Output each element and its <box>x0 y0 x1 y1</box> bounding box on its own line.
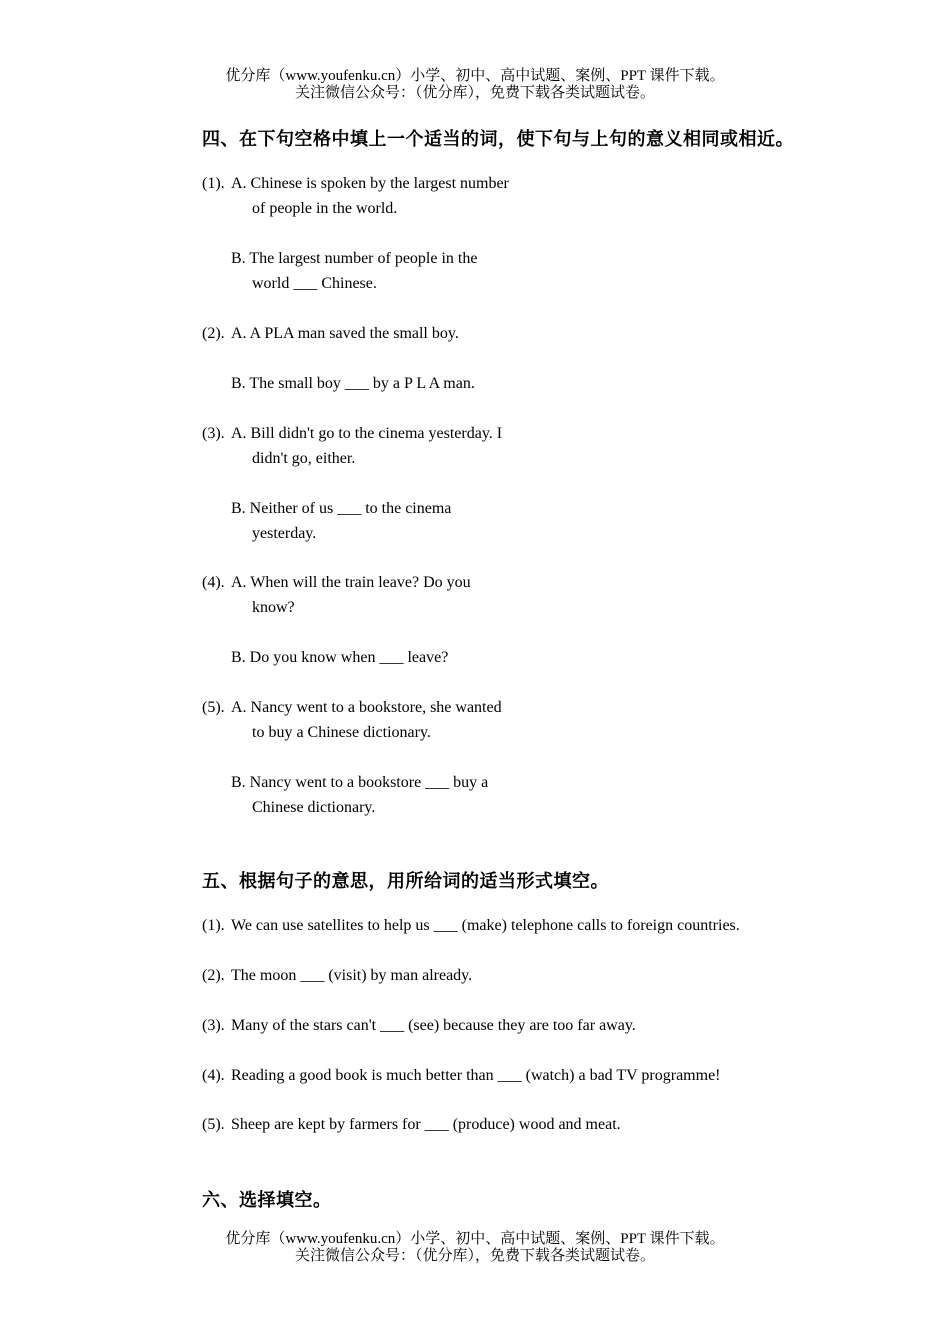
sentence-b-line-2: yesterday. <box>252 525 317 542</box>
question-text: Reading a good book is much better than ___ (watch) a bad TV programme! <box>231 1067 721 1084</box>
sentence-b-line-1: B. The largest number of people in the <box>231 250 478 267</box>
question-text: Sheep are kept by farmers for ___ (produce) wood and meat. <box>231 1116 621 1133</box>
sentence-a-line-1: A. Nancy went to a bookstore, she wanted <box>231 699 502 716</box>
page-footer <box>0 1231 950 1265</box>
page-header <box>0 68 950 102</box>
section-5-title: 五、根据句子的意思，用所给词的适当形式填空。 <box>202 871 609 892</box>
header-line-1: 优分库（www.youfenku.cn）小学、初中、高中试题、案例、PPT 课件下载。 <box>225 68 725 84</box>
question-number: (5). <box>202 699 225 716</box>
sentence-b-line-2: Chinese dictionary. <box>252 799 376 816</box>
section-4-title: 四、在下句空格中填上一个适当的词，使下句与上句的意义相同或相近。 <box>202 129 794 150</box>
sentence-b-line-2: world ___ Chinese. <box>252 275 377 292</box>
sentence-a-line-2: of people in the world. <box>252 200 398 217</box>
sentence-a-line-2: to buy a Chinese dictionary. <box>252 724 431 741</box>
question-number: (3). <box>202 1017 225 1034</box>
question-number: (2). <box>202 325 225 342</box>
sentence-b-line-1: B. Do you know when ___ leave? <box>231 649 449 666</box>
sentence-a-line-2: didn't go, either. <box>252 450 356 467</box>
question-text: The moon ___ (visit) by man already. <box>231 967 473 984</box>
sentence-a-line-2: know? <box>252 599 295 616</box>
sentence-a-line-1: A. A PLA man saved the small boy. <box>231 325 459 342</box>
footer-line-2: 关注微信公众号：（优分库），免费下载各类试题试卷。 <box>294 1248 655 1264</box>
question-number: (4). <box>202 1067 225 1084</box>
question-number: (1). <box>202 175 225 192</box>
sentence-a-line-1: A. Chinese is spoken by the largest number <box>231 175 509 192</box>
question-text: Many of the stars can't ___ (see) because they are too far away. <box>231 1017 636 1034</box>
question-number: (1). <box>202 917 225 934</box>
sentence-b-line-1: B. The small boy ___ by a P L A man. <box>231 375 475 392</box>
header-line-2: 关注微信公众号：（优分库），免费下载各类试题试卷。 <box>294 85 655 101</box>
footer-line-1: 优分库（www.youfenku.cn）小学、初中、高中试题、案例、PPT 课件下载。 <box>225 1231 725 1247</box>
question-number: (4). <box>202 574 225 591</box>
sentence-a-line-1: A. When will the train leave? Do you <box>231 574 471 591</box>
sentence-b-line-1: B. Nancy went to a bookstore ___ buy a <box>231 774 489 791</box>
sentence-a-line-1: A. Bill didn't go to the cinema yesterday. I <box>231 425 503 442</box>
sentence-b-line-1: B. Neither of us ___ to the cinema <box>231 500 452 517</box>
question-text: We can use satellites to help us ___ (make) telephone calls to foreign countries. <box>231 917 740 934</box>
question-number: (3). <box>202 425 225 442</box>
section-6-title: 六、选择填空。 <box>202 1190 332 1211</box>
question-number: (5). <box>202 1116 225 1133</box>
question-number: (2). <box>202 967 225 984</box>
